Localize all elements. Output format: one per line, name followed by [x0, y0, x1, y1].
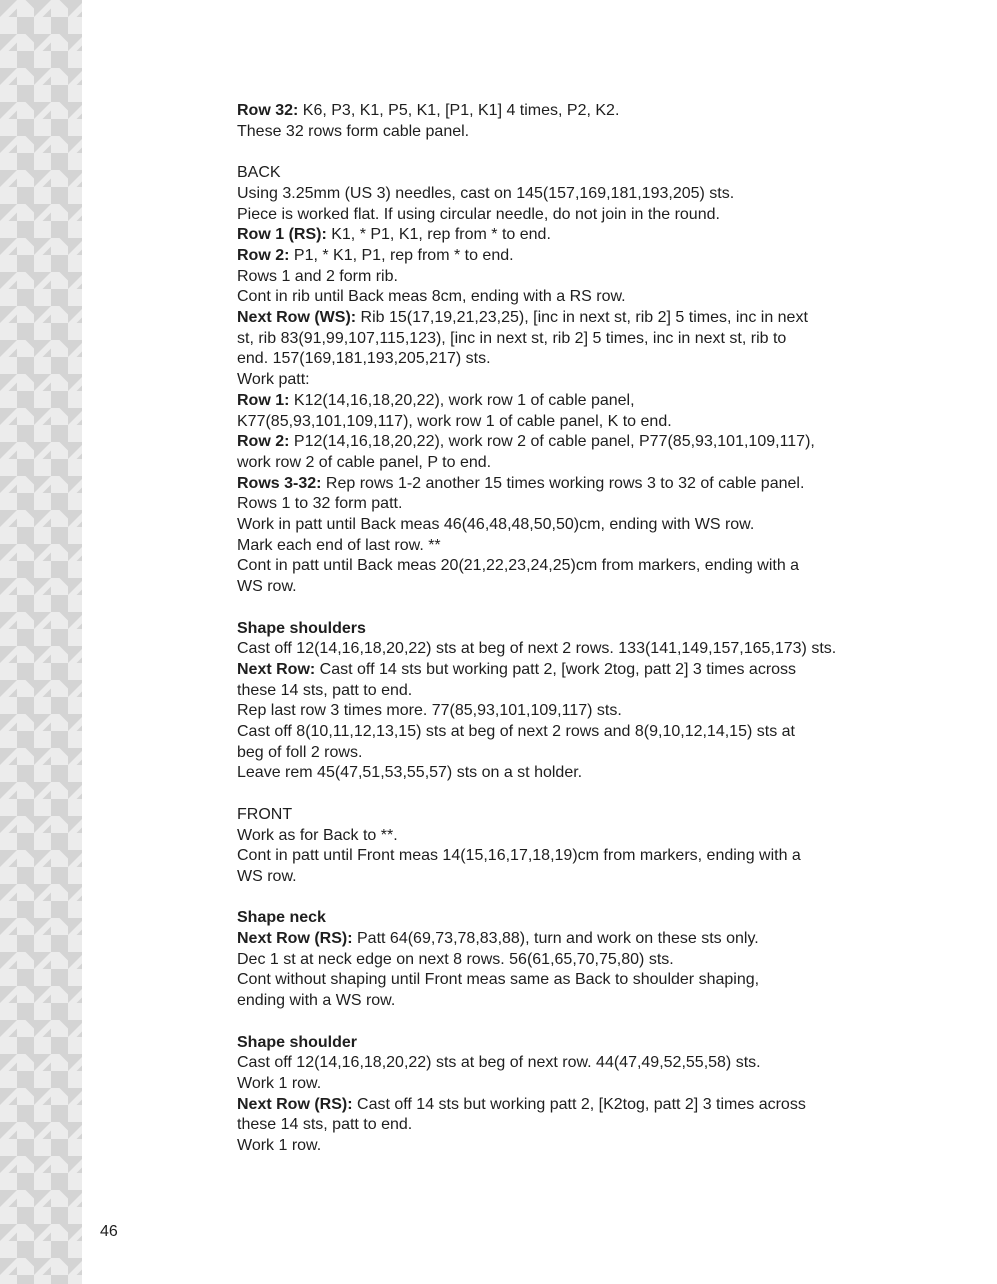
- instruction-lead: Row 2:: [237, 246, 290, 264]
- instruction-text: Work 1 row.: [237, 1137, 322, 1155]
- instruction-text: K12(14,16,18,20,22), work row 1 of cable panel,: [289, 391, 635, 409]
- instruction-line: [237, 970, 877, 991]
- instruction-line: [237, 929, 877, 950]
- instruction-line: [237, 577, 877, 598]
- instruction-line: [237, 1136, 877, 1157]
- instruction-lead: Next Row:: [237, 660, 316, 678]
- instruction-lead: Next Row (WS):: [237, 309, 357, 327]
- instruction-line: [237, 1095, 877, 1116]
- instruction-text: K77(85,93,101,109,117), work row 1 of cable panel, K to end.: [237, 412, 672, 430]
- instruction-lead: Row 32:: [237, 102, 299, 119]
- instruction-line: [237, 867, 877, 888]
- instruction-line: [237, 349, 877, 370]
- instruction-text: Work in patt until Back meas 46(46,48,48,50,50)cm, ending with WS row.: [237, 516, 755, 534]
- instruction-line: [237, 287, 877, 308]
- instruction-line: [237, 701, 877, 722]
- instruction-text: Cast off 8(10,11,12,13,15) sts at beg of next 2 rows and 8(9,10,12,14,15) sts at: [237, 723, 795, 741]
- instruction-text: Patt 64(69,73,78,83,88), turn and work on these sts only.: [352, 930, 759, 948]
- instruction-line: [237, 474, 877, 495]
- instruction-text: Mark each end of last row. **: [237, 536, 441, 554]
- instruction-text: Rep last row 3 times more. 77(85,93,101,109,117) sts.: [237, 702, 622, 720]
- instruction-line: [237, 205, 877, 226]
- houndstooth-side-strip: [0, 0, 82, 1284]
- instruction-line: [237, 494, 877, 515]
- instruction-line: [237, 370, 877, 391]
- instruction-line: [237, 805, 877, 826]
- instruction-text: P1, * K1, P1, rep from * to end.: [289, 246, 514, 264]
- instruction-line: [237, 515, 877, 536]
- paragraph-gap: [237, 1012, 877, 1033]
- instruction-line: [237, 846, 877, 867]
- instruction-line: [237, 619, 877, 640]
- instruction-line: [237, 122, 877, 143]
- instruction-line: [237, 681, 877, 702]
- instruction-line: [237, 826, 877, 847]
- instruction-text: Rib 15(17,19,21,23,25), [inc in next st, rib 2] 5 times, inc in next: [356, 309, 808, 327]
- section-heading: Shape neck: [237, 909, 326, 927]
- paragraph-gap: [237, 142, 877, 163]
- instruction-line: [237, 763, 877, 784]
- instruction-line: [237, 163, 877, 184]
- instruction-text: Rows 1 and 2 form rib.: [237, 267, 398, 285]
- instruction-line: [237, 722, 877, 743]
- instruction-line: [237, 991, 877, 1012]
- section-heading: Shape shoulder: [237, 1033, 358, 1051]
- instruction-lead: Row 1 (RS):: [237, 226, 327, 244]
- instruction-text: these 14 sts, patt to end.: [237, 681, 413, 699]
- instruction-text: these 14 sts, patt to end.: [237, 1116, 413, 1134]
- instruction-text: Cont in rib until Back meas 8cm, ending with a RS row.: [237, 288, 626, 306]
- paragraph-gap: [237, 598, 877, 619]
- instruction-line: [237, 225, 877, 246]
- instruction-line: [237, 660, 877, 681]
- instruction-text: K6, P3, K1, P5, K1, [P1, K1] 4 times, P2, K2.: [298, 102, 620, 119]
- instruction-lead: Next Row (RS):: [237, 930, 353, 948]
- instruction-text: Leave rem 45(47,51,53,55,57) sts on a st holder.: [237, 764, 583, 782]
- instruction-lead: Row 1:: [237, 391, 290, 409]
- instruction-text: FRONT: [237, 805, 293, 823]
- instruction-line: [237, 556, 877, 577]
- instruction-text: K1, * P1, K1, rep from * to end.: [326, 226, 551, 244]
- instruction-lead: Next Row (RS):: [237, 1095, 353, 1113]
- page-number: 46: [100, 1223, 118, 1240]
- instruction-line: [237, 391, 877, 412]
- instruction-text: Work 1 row.: [237, 1074, 322, 1092]
- instruction-text: end. 157(169,181,193,205,217) sts.: [237, 350, 491, 368]
- paragraph-gap: [237, 784, 877, 805]
- pattern-instructions: [237, 101, 877, 1157]
- instruction-text: work row 2 of cable panel, P to end.: [237, 453, 492, 471]
- instruction-line: [237, 412, 877, 433]
- instruction-line: [237, 1033, 877, 1054]
- instruction-text: BACK: [237, 164, 281, 182]
- instruction-lead: Row 2:: [237, 433, 290, 451]
- instruction-text: st, rib 83(91,99,107,115,123), [inc in next st, rib 2] 5 times, inc in next st, rib to: [237, 329, 787, 347]
- instruction-line: [237, 743, 877, 764]
- instruction-text: Piece is worked flat. If using circular needle, do not join in the round.: [237, 205, 720, 223]
- instruction-text: Cast off 14 sts but working patt 2, [K2tog, patt 2] 3 times across: [352, 1095, 806, 1113]
- instruction-text: Rows 1 to 32 form patt.: [237, 495, 403, 513]
- instruction-text: Rep rows 1-2 another 15 times working rows 3 to 32 of cable panel.: [321, 474, 805, 492]
- instruction-line: [237, 908, 877, 929]
- instruction-line: [237, 1053, 877, 1074]
- section-heading: Shape shoulders: [237, 619, 366, 637]
- instruction-text: Using 3.25mm (US 3) needles, cast on 145(157,169,181,193,205) sts.: [237, 184, 735, 202]
- instruction-line: [237, 184, 877, 205]
- instruction-line: [237, 536, 877, 557]
- instruction-line: [237, 101, 877, 122]
- instruction-text: P12(14,16,18,20,22), work row 2 of cable panel, P77(85,93,101,109,117),: [289, 433, 815, 451]
- instruction-text: Cont in patt until Back meas 20(21,22,23,24,25)cm from markers, ending with a: [237, 557, 800, 575]
- instruction-text: Work as for Back to **.: [237, 826, 398, 844]
- instruction-text: beg of foll 2 rows.: [237, 743, 363, 761]
- instruction-line: [237, 267, 877, 288]
- instruction-line: [237, 639, 877, 660]
- instruction-line: [237, 432, 877, 453]
- instruction-text: Cast off 14 sts but working patt 2, [work 2tog, patt 2] 3 times across: [315, 660, 797, 678]
- instruction-text: WS row.: [237, 578, 297, 596]
- instruction-line: [237, 1115, 877, 1136]
- instruction-line: [237, 453, 877, 474]
- instruction-text: Cast off 12(14,16,18,20,22) sts at beg of next row. 44(47,49,52,55,58) sts.: [237, 1054, 761, 1072]
- instruction-line: [237, 246, 877, 267]
- instruction-line: [237, 308, 877, 329]
- instruction-text: Cont without shaping until Front meas same as Back to shoulder shaping,: [237, 971, 760, 989]
- houndstooth-pattern: [0, 0, 82, 1284]
- instruction-text: Cast off 12(14,16,18,20,22) sts at beg of next 2 rows. 133(141,149,157,165,173) sts.: [237, 640, 837, 658]
- instruction-text: These 32 rows form cable panel.: [237, 122, 470, 140]
- instruction-text: ending with a WS row.: [237, 992, 396, 1010]
- instruction-text: Dec 1 st at neck edge on next 8 rows. 56(61,65,70,75,80) sts.: [237, 950, 674, 968]
- instruction-text: WS row.: [237, 867, 297, 885]
- instruction-text: Cont in patt until Front meas 14(15,16,17,18,19)cm from markers, ending with a: [237, 847, 801, 865]
- instruction-line: [237, 329, 877, 350]
- instruction-lead: Rows 3-32:: [237, 474, 322, 492]
- instruction-text: Work patt:: [237, 371, 310, 389]
- paragraph-gap: [237, 888, 877, 909]
- instruction-line: [237, 1074, 877, 1095]
- instruction-line: [237, 950, 877, 971]
